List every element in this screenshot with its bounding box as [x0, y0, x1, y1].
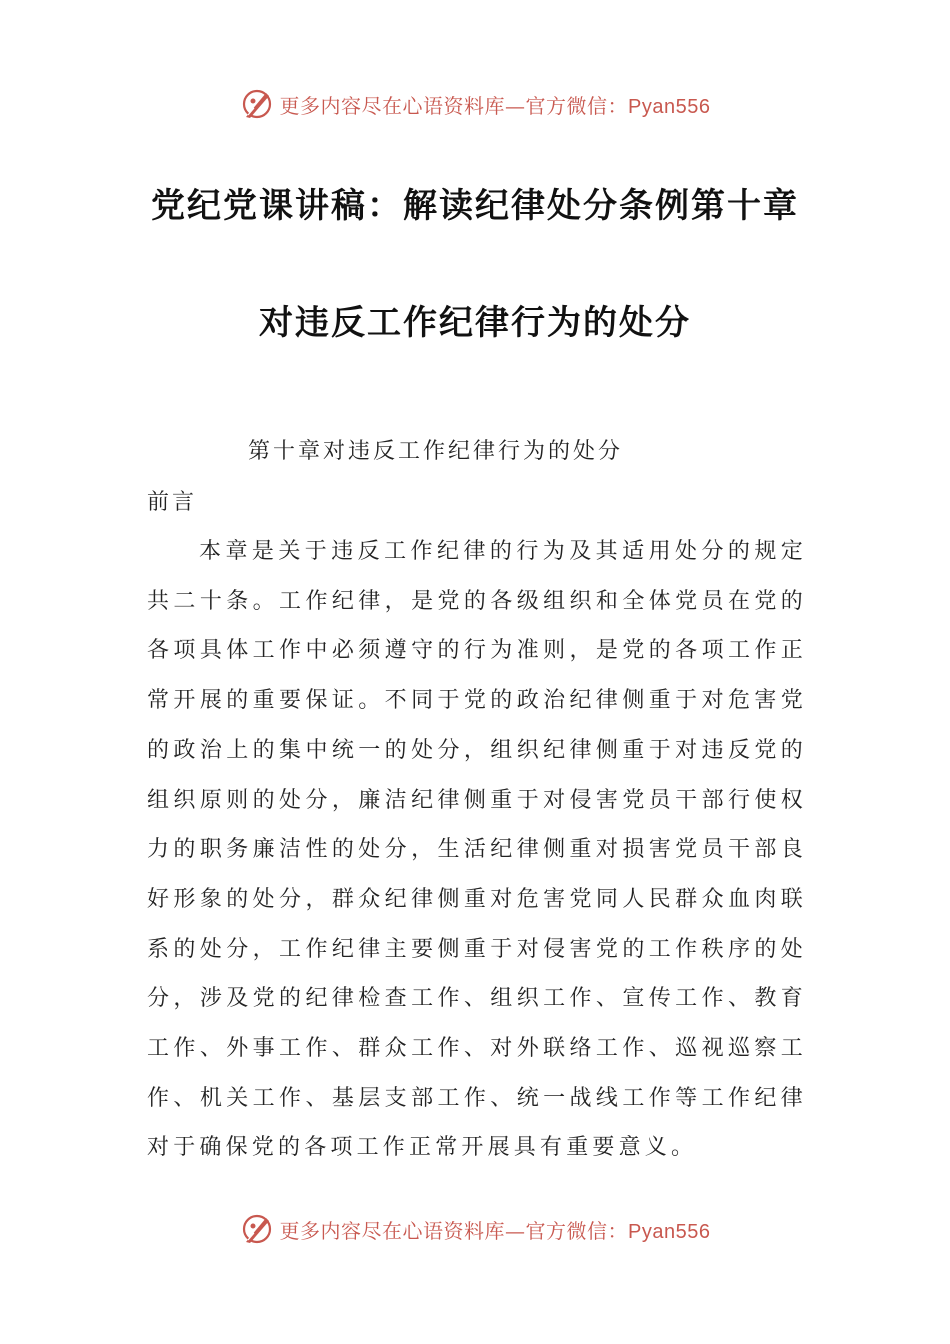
- document-title-line-1: 党纪党课讲稿：解读纪律处分条例第十章: [151, 186, 799, 226]
- footer-watermark: [0, 1209, 950, 1249]
- quill-pen-logo-icon: [240, 87, 274, 121]
- preface-label: 前言: [147, 490, 198, 515]
- watermark-text: 更多内容尽在心语资料库—官方微信：Pyan556: [279, 93, 711, 118]
- document-title-line-2: 对违反工作纪律行为的处分: [259, 303, 691, 343]
- header-watermark: [0, 84, 950, 124]
- quill-pen-logo-icon: [240, 1212, 274, 1246]
- chapter-heading: 第十章对违反工作纪律行为的处分: [248, 439, 624, 464]
- watermark-text: 更多内容尽在心语资料库—官方微信：Pyan556: [279, 1218, 711, 1243]
- body-paragraph: 本章是关于违反工作纪律的行为及其适用处分的规定共二十条。工作纪律，是党的各级组织和全体党员在党的各项具体工作中必须遵守的行为准则，是党的各项工作正常开展的重要保证。不同于党的政治纪律侧重于对危害党的政治上的集中统一的处分，组织纪律侧重于对违反党的组织原则的处分，廉洁纪律侧重于对侵害党员干部行使权力的职务廉洁性的处分，生活纪律侧重对损害党员干部良好形象的处分，群众纪律侧重对危害党同人民群众血肉联系的处分，工作纪律主要侧重于对侵害党的工作秩序的处分，涉及党的纪律检查工作、组织工作、宣传工作、教育工作、外事工作、群众工作、对外联络工作、巡视巡察工作、机关工作、基层支部工作、统一战线工作等工作纪律对于确保党的各项工作正常开展具有重要意义。: [147, 539, 807, 1161]
